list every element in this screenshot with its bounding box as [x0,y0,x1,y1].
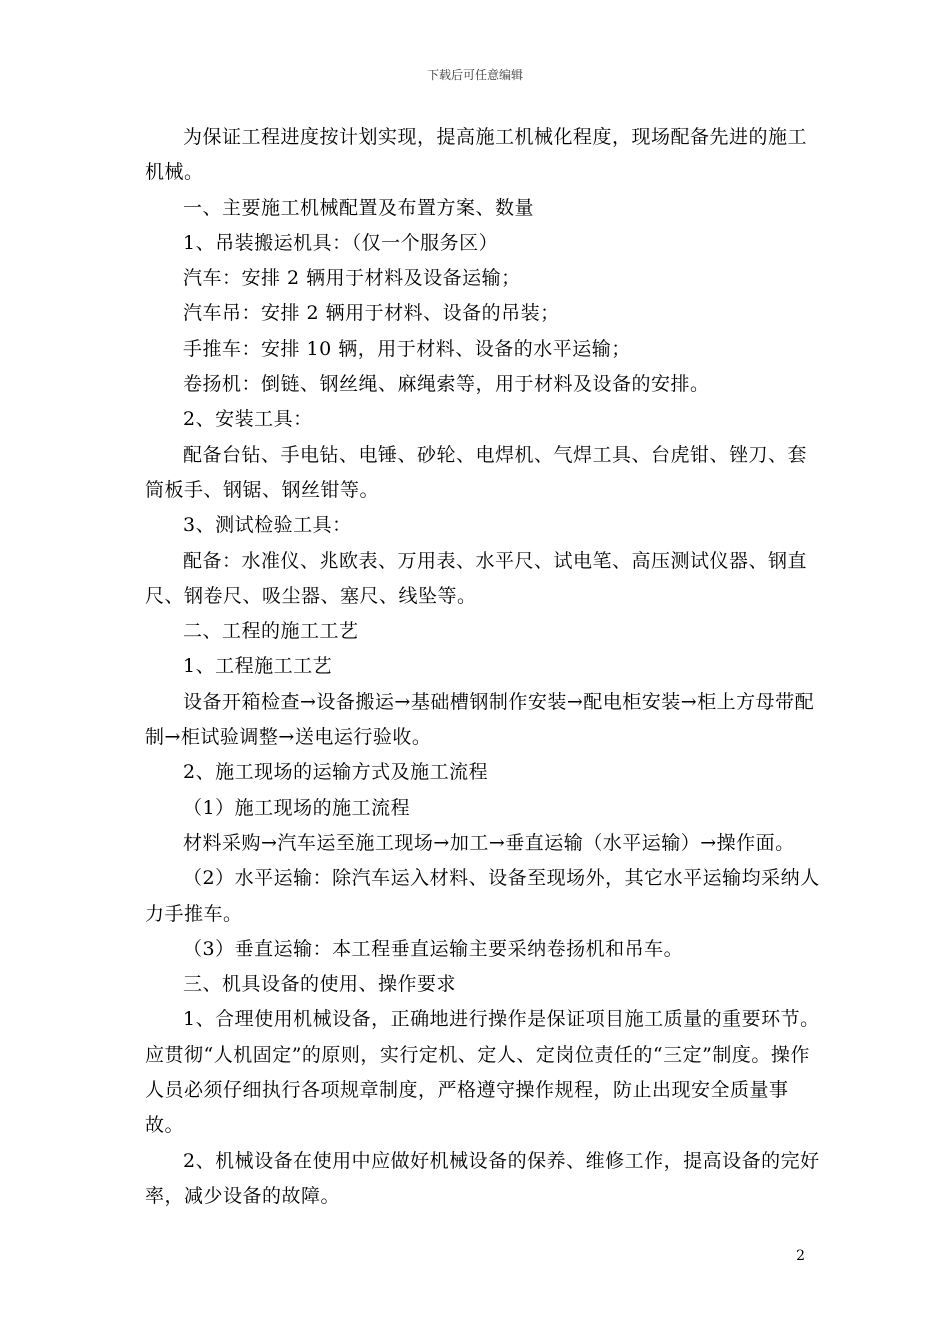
section-heading: 三、机具设备的使用、操作要求 [183,973,457,996]
paragraph: 卷扬机：倒链、钢丝绳、麻绳索等，用于材料及设备的安排。 [183,373,710,396]
paragraph: 1、合理使用机械设备，正确地进行操作是保证项目施工质量的重要环节。应贯彻“人机固定”的原则，实行定机、定人、定岗位责任的“三定”制度。操作人员必须仔细执行各项规章制度，严格遵守操作规程，防止出现安全质量事故。 [145,1008,820,1137]
paragraph: （1）施工现场的施工流程 [183,796,411,819]
paragraph: 手推车：安排 10 辆，用于材料、设备的水平运输； [183,337,631,360]
paragraph: 2、机械设备在使用中应做好机械设备的保养、维修工作，提高设备的完好率，减少设备的故障。 [145,1149,820,1207]
page-number: 2 [796,1248,805,1264]
paragraph: 设备开箱检查→设备搬运→基础槽钢制作安装→配电柜安装→柜上方母带配制→柜试验调整→送电运行验收。 [145,690,815,749]
page-header: 下载后可任意编辑 [426,68,523,82]
paragraph: 材料采购→汽车运至施工现场→加工→垂直运输（水平运输）→操作面。 [183,831,795,854]
paragraph: 配备台钻、手电钻、电锤、砂轮、电焊机、气焊工具、台虎钳、锉刀、套筒板手、钢锯、钢丝钳等。 [145,443,808,501]
paragraph: 汽车：安排 2 辆用于材料及设备运输； [183,267,521,290]
section-heading: 二、工程的施工工艺 [183,620,359,643]
subsection-heading: 1、工程施工工艺 [183,655,333,678]
subsection-heading: 3、测试检验工具： [183,514,352,537]
paragraph: 为保证工程进度按计划实现，提高施工机械化程度，现场配备先进的施工机械。 [145,126,808,184]
subsection-heading: 1、吊装搬运机具：（仅一个服务区） [183,231,499,254]
subsection-heading: 2、施工现场的运输方式及施工流程 [183,761,489,784]
section-heading: 一、主要施工机械配置及布置方案、数量 [183,196,535,219]
paragraph: （2）水平运输：除汽车运入材料、设备至现场外，其它水平运输均采纳人力手推车。 [145,867,820,925]
document-body [145,120,825,1214]
subsection-heading: 2、安装工具： [183,408,313,431]
paragraph: （3）垂直运输：本工程垂直运输主要采纳卷扬机和吊车。 [183,937,684,960]
paragraph: 配备：水准仪、兆欧表、万用表、水平尺、试电笔、高压测试仪器、钢直尺、钢卷尺、吸尘器、塞尺、线坠等。 [145,549,808,607]
paragraph: 汽车吊：安排 2 辆用于材料、设备的吊装； [183,302,560,325]
